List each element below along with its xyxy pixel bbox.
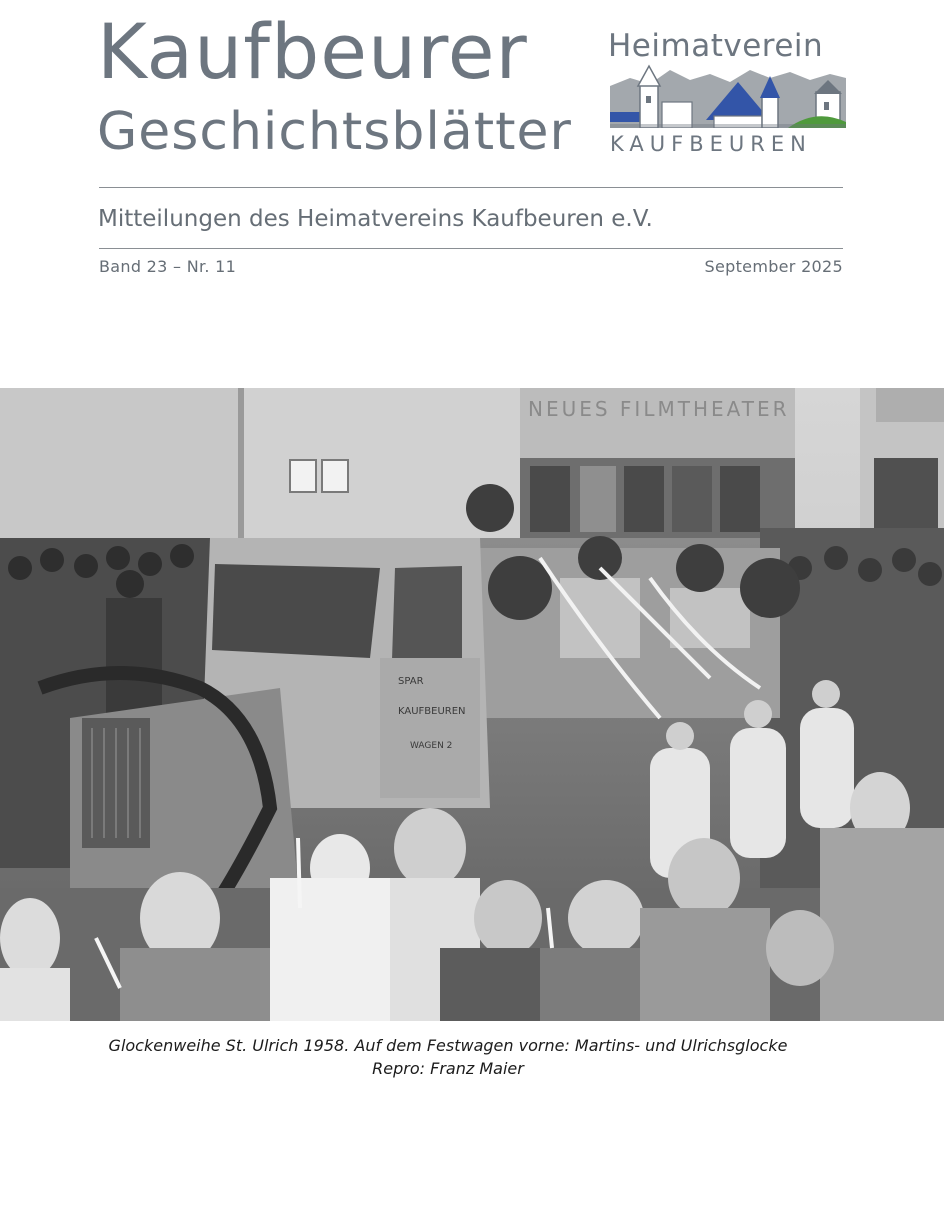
historic-parade-photo: [0, 388, 944, 1021]
photo-credit: Repro: Franz Maier: [372, 1059, 524, 1078]
photo-caption: Glockenweihe St. Ulrich 1958. Auf dem Festwagen vorne: Martins- und Ulrichsglocke: [108, 1036, 788, 1055]
header-divider-top: [99, 187, 843, 188]
town-skyline-logo-icon: [610, 56, 846, 128]
issue-number: Band 23 – Nr. 11: [99, 257, 237, 276]
magazine-subtitle: Mitteilungen des Heimatvereins Kaufbeuren e.V.: [98, 206, 653, 232]
header-divider-bottom: [99, 248, 843, 249]
heimatverein-logo: [606, 28, 848, 158]
issue-date: September 2025: [704, 257, 843, 276]
logo-text-heimatverein: Heimatverein: [608, 28, 824, 64]
truck-door-text-1: SPAR: [398, 676, 424, 687]
cinema-sign-text: NEUES FILMTHEATER: [528, 397, 790, 421]
magazine-title-line2: Geschichtsblätter: [97, 102, 572, 162]
truck-door-text-3: WAGEN 2: [410, 741, 453, 751]
truck-door-text-2: KAUFBEUREN: [398, 706, 466, 717]
logo-text-kaufbeuren: KAUFBEUREN: [610, 132, 812, 156]
magazine-title-line1: Kaufbeurer: [97, 7, 528, 96]
